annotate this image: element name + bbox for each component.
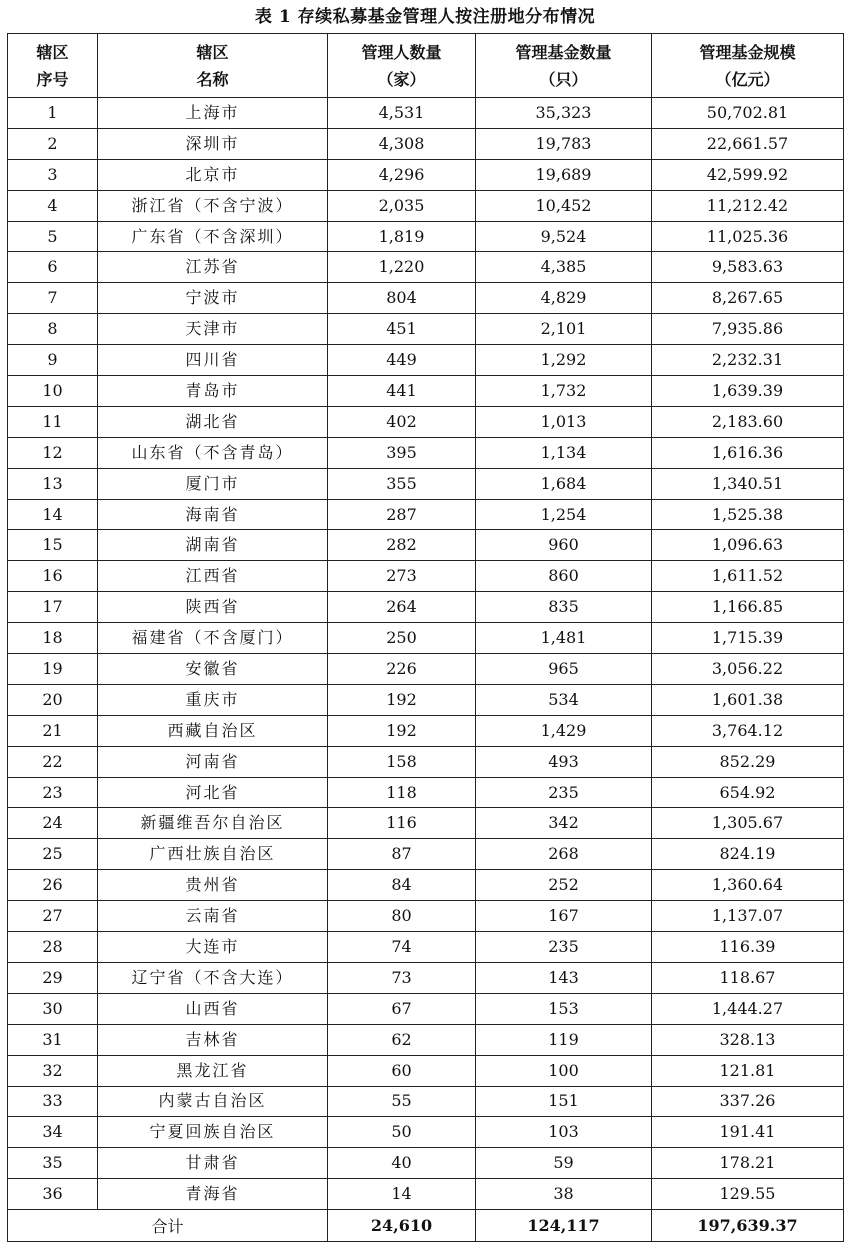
table-row bbox=[8, 345, 844, 376]
cell-manager-count: 287 bbox=[328, 499, 476, 530]
cell-manager-count: 62 bbox=[328, 1024, 476, 1055]
table-row bbox=[8, 1117, 844, 1148]
cell-manager-count: 282 bbox=[328, 530, 476, 561]
cell-fund-count: 268 bbox=[476, 839, 652, 870]
cell-fund-count: 1,684 bbox=[476, 468, 652, 499]
cell-manager-count: 50 bbox=[328, 1117, 476, 1148]
cell-region-name: 天津市 bbox=[98, 314, 328, 345]
cell-fund-scale: 1,360.64 bbox=[652, 870, 844, 901]
total-managers: 24,610 bbox=[328, 1210, 476, 1242]
header-funds bbox=[476, 34, 652, 98]
cell-region-name: 广西壮族自治区 bbox=[98, 839, 328, 870]
cell-fund-count: 235 bbox=[476, 777, 652, 808]
cell-fund-scale: 129.55 bbox=[652, 1179, 844, 1210]
cell-fund-count: 4,829 bbox=[476, 283, 652, 314]
cell-fund-scale: 1,601.38 bbox=[652, 684, 844, 715]
cell-fund-scale: 1,305.67 bbox=[652, 808, 844, 839]
cell-seq: 20 bbox=[8, 684, 98, 715]
header-scale-line1: 管理基金规模 bbox=[699, 42, 796, 62]
cell-region-name: 厦门市 bbox=[98, 468, 328, 499]
cell-seq: 18 bbox=[8, 623, 98, 654]
table-body bbox=[8, 98, 844, 1210]
cell-manager-count: 40 bbox=[328, 1148, 476, 1179]
cell-fund-count: 143 bbox=[476, 962, 652, 993]
cell-fund-scale: 1,715.39 bbox=[652, 623, 844, 654]
table-row bbox=[8, 623, 844, 654]
cell-fund-scale: 1,616.36 bbox=[652, 437, 844, 468]
table-row bbox=[8, 530, 844, 561]
cell-fund-count: 534 bbox=[476, 684, 652, 715]
cell-seq: 21 bbox=[8, 715, 98, 746]
cell-region-name: 广东省（不含深圳） bbox=[98, 221, 328, 252]
cell-region-name: 青海省 bbox=[98, 1179, 328, 1210]
cell-fund-count: 1,429 bbox=[476, 715, 652, 746]
table-header-row bbox=[8, 34, 844, 98]
cell-region-name: 山东省（不含青岛） bbox=[98, 437, 328, 468]
cell-region-name: 黑龙江省 bbox=[98, 1055, 328, 1086]
table-row bbox=[8, 993, 844, 1024]
header-managers-line2: （家） bbox=[377, 69, 426, 89]
cell-manager-count: 226 bbox=[328, 654, 476, 685]
cell-seq: 29 bbox=[8, 962, 98, 993]
cell-fund-scale: 328.13 bbox=[652, 1024, 844, 1055]
cell-region-name: 新疆维吾尔自治区 bbox=[98, 808, 328, 839]
cell-manager-count: 264 bbox=[328, 592, 476, 623]
table-row bbox=[8, 283, 844, 314]
table-row bbox=[8, 746, 844, 777]
cell-region-name: 山西省 bbox=[98, 993, 328, 1024]
cell-manager-count: 2,035 bbox=[328, 190, 476, 221]
table-row bbox=[8, 159, 844, 190]
cell-region-name: 河南省 bbox=[98, 746, 328, 777]
cell-manager-count: 67 bbox=[328, 993, 476, 1024]
cell-manager-count: 355 bbox=[328, 468, 476, 499]
cell-manager-count: 451 bbox=[328, 314, 476, 345]
table-row bbox=[8, 221, 844, 252]
cell-seq: 3 bbox=[8, 159, 98, 190]
cell-seq: 26 bbox=[8, 870, 98, 901]
cell-region-name: 湖南省 bbox=[98, 530, 328, 561]
total-label: 合计 bbox=[8, 1210, 328, 1242]
cell-region-name: 安徽省 bbox=[98, 654, 328, 685]
cell-seq: 11 bbox=[8, 406, 98, 437]
table-row bbox=[8, 561, 844, 592]
cell-manager-count: 87 bbox=[328, 839, 476, 870]
table-row bbox=[8, 1148, 844, 1179]
cell-region-name: 陕西省 bbox=[98, 592, 328, 623]
cell-seq: 32 bbox=[8, 1055, 98, 1086]
cell-manager-count: 158 bbox=[328, 746, 476, 777]
total-scale: 197,639.37 bbox=[652, 1210, 844, 1242]
cell-region-name: 江西省 bbox=[98, 561, 328, 592]
cell-manager-count: 55 bbox=[328, 1086, 476, 1117]
cell-fund-scale: 1,611.52 bbox=[652, 561, 844, 592]
cell-manager-count: 395 bbox=[328, 437, 476, 468]
table-row bbox=[8, 98, 844, 129]
cell-seq: 6 bbox=[8, 252, 98, 283]
cell-manager-count: 804 bbox=[328, 283, 476, 314]
cell-seq: 12 bbox=[8, 437, 98, 468]
table-row bbox=[8, 1086, 844, 1117]
cell-fund-count: 153 bbox=[476, 993, 652, 1024]
table-row bbox=[8, 808, 844, 839]
cell-fund-scale: 654.92 bbox=[652, 777, 844, 808]
cell-fund-scale: 1,639.39 bbox=[652, 376, 844, 407]
cell-seq: 27 bbox=[8, 901, 98, 932]
cell-seq: 4 bbox=[8, 190, 98, 221]
cell-manager-count: 80 bbox=[328, 901, 476, 932]
cell-region-name: 海南省 bbox=[98, 499, 328, 530]
cell-manager-count: 192 bbox=[328, 715, 476, 746]
cell-fund-count: 493 bbox=[476, 746, 652, 777]
header-scale-line2: （亿元） bbox=[715, 69, 780, 89]
cell-fund-count: 252 bbox=[476, 870, 652, 901]
cell-fund-count: 960 bbox=[476, 530, 652, 561]
cell-fund-count: 167 bbox=[476, 901, 652, 932]
cell-seq: 16 bbox=[8, 561, 98, 592]
table-row bbox=[8, 314, 844, 345]
header-seq bbox=[8, 34, 98, 98]
table-row bbox=[8, 592, 844, 623]
table-row bbox=[8, 962, 844, 993]
cell-manager-count: 60 bbox=[328, 1055, 476, 1086]
table-row bbox=[8, 376, 844, 407]
cell-fund-count: 19,689 bbox=[476, 159, 652, 190]
cell-seq: 10 bbox=[8, 376, 98, 407]
cell-fund-scale: 11,025.36 bbox=[652, 221, 844, 252]
cell-fund-count: 10,452 bbox=[476, 190, 652, 221]
cell-region-name: 甘肃省 bbox=[98, 1148, 328, 1179]
header-seq-line2: 序号 bbox=[36, 69, 69, 89]
table-row bbox=[8, 654, 844, 685]
cell-fund-count: 1,481 bbox=[476, 623, 652, 654]
cell-seq: 14 bbox=[8, 499, 98, 530]
header-name bbox=[98, 34, 328, 98]
cell-region-name: 青岛市 bbox=[98, 376, 328, 407]
cell-manager-count: 273 bbox=[328, 561, 476, 592]
cell-manager-count: 449 bbox=[328, 345, 476, 376]
cell-seq: 28 bbox=[8, 932, 98, 963]
cell-fund-scale: 1,525.38 bbox=[652, 499, 844, 530]
cell-fund-count: 860 bbox=[476, 561, 652, 592]
cell-manager-count: 74 bbox=[328, 932, 476, 963]
cell-fund-count: 1,254 bbox=[476, 499, 652, 530]
table-row bbox=[8, 499, 844, 530]
cell-fund-count: 103 bbox=[476, 1117, 652, 1148]
cell-manager-count: 4,531 bbox=[328, 98, 476, 129]
cell-seq: 36 bbox=[8, 1179, 98, 1210]
table-row bbox=[8, 901, 844, 932]
cell-fund-scale: 11,212.42 bbox=[652, 190, 844, 221]
cell-fund-count: 151 bbox=[476, 1086, 652, 1117]
cell-fund-count: 1,134 bbox=[476, 437, 652, 468]
cell-region-name: 宁波市 bbox=[98, 283, 328, 314]
cell-fund-count: 835 bbox=[476, 592, 652, 623]
cell-manager-count: 14 bbox=[328, 1179, 476, 1210]
cell-fund-scale: 22,661.57 bbox=[652, 128, 844, 159]
cell-manager-count: 1,220 bbox=[328, 252, 476, 283]
table-row bbox=[8, 870, 844, 901]
cell-fund-count: 1,732 bbox=[476, 376, 652, 407]
cell-region-name: 上海市 bbox=[98, 98, 328, 129]
cell-fund-scale: 2,183.60 bbox=[652, 406, 844, 437]
cell-fund-count: 965 bbox=[476, 654, 652, 685]
cell-manager-count: 73 bbox=[328, 962, 476, 993]
cell-fund-count: 100 bbox=[476, 1055, 652, 1086]
cell-fund-scale: 8,267.65 bbox=[652, 283, 844, 314]
cell-fund-count: 235 bbox=[476, 932, 652, 963]
cell-seq: 25 bbox=[8, 839, 98, 870]
header-scale bbox=[652, 34, 844, 98]
cell-fund-count: 2,101 bbox=[476, 314, 652, 345]
cell-seq: 17 bbox=[8, 592, 98, 623]
cell-fund-scale: 9,583.63 bbox=[652, 252, 844, 283]
cell-fund-scale: 191.41 bbox=[652, 1117, 844, 1148]
cell-fund-count: 1,292 bbox=[476, 345, 652, 376]
cell-seq: 9 bbox=[8, 345, 98, 376]
cell-fund-scale: 824.19 bbox=[652, 839, 844, 870]
cell-region-name: 西藏自治区 bbox=[98, 715, 328, 746]
cell-seq: 35 bbox=[8, 1148, 98, 1179]
header-funds-line1: 管理基金数量 bbox=[515, 42, 612, 62]
cell-seq: 5 bbox=[8, 221, 98, 252]
cell-fund-scale: 118.67 bbox=[652, 962, 844, 993]
cell-manager-count: 118 bbox=[328, 777, 476, 808]
cell-manager-count: 250 bbox=[328, 623, 476, 654]
table-row bbox=[8, 252, 844, 283]
cell-fund-count: 4,385 bbox=[476, 252, 652, 283]
header-managers bbox=[328, 34, 476, 98]
cell-manager-count: 1,819 bbox=[328, 221, 476, 252]
table-row bbox=[8, 715, 844, 746]
cell-fund-count: 9,524 bbox=[476, 221, 652, 252]
cell-seq: 31 bbox=[8, 1024, 98, 1055]
total-funds: 124,117 bbox=[476, 1210, 652, 1242]
cell-region-name: 内蒙古自治区 bbox=[98, 1086, 328, 1117]
table-row bbox=[8, 437, 844, 468]
table-row bbox=[8, 468, 844, 499]
cell-fund-scale: 3,056.22 bbox=[652, 654, 844, 685]
cell-seq: 24 bbox=[8, 808, 98, 839]
cell-region-name: 贵州省 bbox=[98, 870, 328, 901]
cell-manager-count: 116 bbox=[328, 808, 476, 839]
cell-region-name: 湖北省 bbox=[98, 406, 328, 437]
cell-manager-count: 4,296 bbox=[328, 159, 476, 190]
cell-fund-scale: 852.29 bbox=[652, 746, 844, 777]
cell-fund-scale: 2,232.31 bbox=[652, 345, 844, 376]
table-row bbox=[8, 684, 844, 715]
cell-fund-scale: 178.21 bbox=[652, 1148, 844, 1179]
cell-seq: 23 bbox=[8, 777, 98, 808]
cell-fund-scale: 3,764.12 bbox=[652, 715, 844, 746]
cell-seq: 13 bbox=[8, 468, 98, 499]
cell-fund-count: 59 bbox=[476, 1148, 652, 1179]
cell-manager-count: 402 bbox=[328, 406, 476, 437]
cell-region-name: 云南省 bbox=[98, 901, 328, 932]
header-funds-line2: （只） bbox=[539, 69, 588, 89]
cell-seq: 22 bbox=[8, 746, 98, 777]
cell-seq: 15 bbox=[8, 530, 98, 561]
cell-fund-count: 342 bbox=[476, 808, 652, 839]
header-managers-line1: 管理人数量 bbox=[361, 42, 442, 62]
cell-fund-scale: 116.39 bbox=[652, 932, 844, 963]
cell-seq: 33 bbox=[8, 1086, 98, 1117]
cell-fund-count: 19,783 bbox=[476, 128, 652, 159]
cell-region-name: 四川省 bbox=[98, 345, 328, 376]
cell-fund-count: 119 bbox=[476, 1024, 652, 1055]
cell-fund-count: 35,323 bbox=[476, 98, 652, 129]
table-row bbox=[8, 190, 844, 221]
cell-region-name: 大连市 bbox=[98, 932, 328, 963]
header-name-line1: 辖区 bbox=[196, 42, 229, 62]
cell-seq: 7 bbox=[8, 283, 98, 314]
cell-fund-scale: 337.26 bbox=[652, 1086, 844, 1117]
cell-region-name: 江苏省 bbox=[98, 252, 328, 283]
cell-seq: 1 bbox=[8, 98, 98, 129]
cell-region-name: 辽宁省（不含大连） bbox=[98, 962, 328, 993]
cell-region-name: 深圳市 bbox=[98, 128, 328, 159]
header-name-line2: 名称 bbox=[196, 69, 229, 89]
header-seq-line1: 辖区 bbox=[36, 42, 69, 62]
cell-manager-count: 192 bbox=[328, 684, 476, 715]
cell-fund-scale: 1,166.85 bbox=[652, 592, 844, 623]
table-row bbox=[8, 1024, 844, 1055]
table-row bbox=[8, 932, 844, 963]
cell-seq: 30 bbox=[8, 993, 98, 1024]
cell-fund-scale: 7,935.86 bbox=[652, 314, 844, 345]
cell-region-name: 河北省 bbox=[98, 777, 328, 808]
table-row bbox=[8, 1179, 844, 1210]
table-title: 表 1 存续私募基金管理人按注册地分布情况 bbox=[254, 7, 596, 27]
cell-seq: 19 bbox=[8, 654, 98, 685]
table-row bbox=[8, 1055, 844, 1086]
distribution-table bbox=[7, 33, 844, 1242]
cell-fund-count: 1,013 bbox=[476, 406, 652, 437]
cell-seq: 34 bbox=[8, 1117, 98, 1148]
cell-fund-scale: 1,340.51 bbox=[652, 468, 844, 499]
cell-manager-count: 4,308 bbox=[328, 128, 476, 159]
cell-region-name: 吉林省 bbox=[98, 1024, 328, 1055]
cell-manager-count: 84 bbox=[328, 870, 476, 901]
cell-fund-scale: 42,599.92 bbox=[652, 159, 844, 190]
cell-fund-scale: 121.81 bbox=[652, 1055, 844, 1086]
cell-fund-scale: 50,702.81 bbox=[652, 98, 844, 129]
cell-fund-count: 38 bbox=[476, 1179, 652, 1210]
cell-seq: 2 bbox=[8, 128, 98, 159]
cell-fund-scale: 1,137.07 bbox=[652, 901, 844, 932]
cell-seq: 8 bbox=[8, 314, 98, 345]
cell-region-name: 浙江省（不含宁波） bbox=[98, 190, 328, 221]
cell-region-name: 北京市 bbox=[98, 159, 328, 190]
cell-fund-scale: 1,444.27 bbox=[652, 993, 844, 1024]
cell-manager-count: 441 bbox=[328, 376, 476, 407]
cell-region-name: 福建省（不含厦门） bbox=[98, 623, 328, 654]
cell-fund-scale: 1,096.63 bbox=[652, 530, 844, 561]
table-row bbox=[8, 406, 844, 437]
cell-region-name: 重庆市 bbox=[98, 684, 328, 715]
table-row bbox=[8, 777, 844, 808]
table-row bbox=[8, 839, 844, 870]
cell-region-name: 宁夏回族自治区 bbox=[98, 1117, 328, 1148]
table-row bbox=[8, 128, 844, 159]
